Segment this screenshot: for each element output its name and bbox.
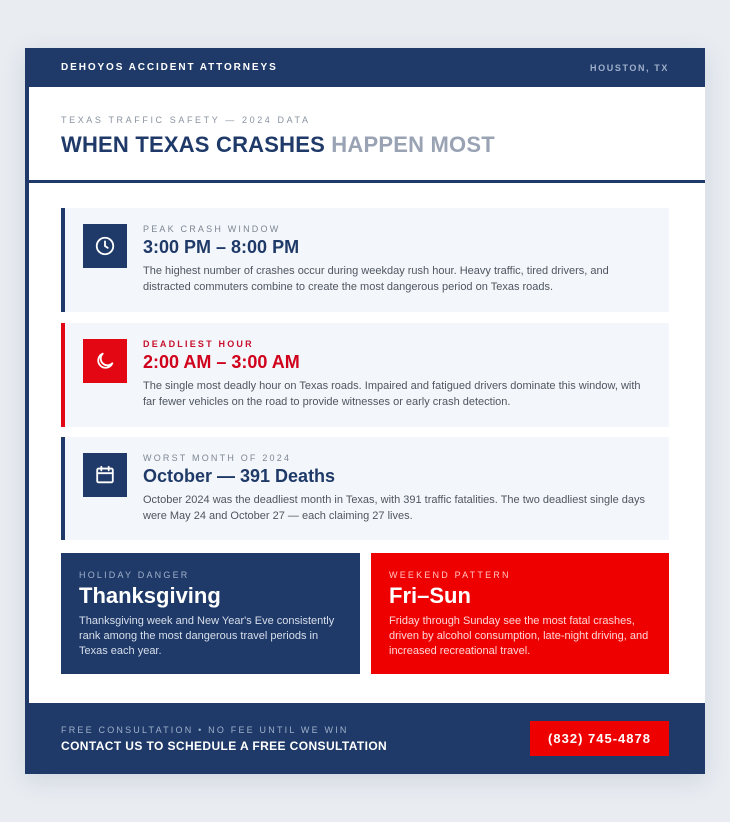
stat-title: October — 391 Deaths	[143, 466, 336, 486]
location-label: HOUSTON, TX	[590, 63, 669, 73]
panel-title: Fri–Sun	[389, 583, 471, 608]
footer-bar	[25, 703, 705, 774]
panel-description: Friday through Sunday see the most fatal crashes, driven by alcohol consumption, late-night driving, and increased recreational travel.	[389, 615, 649, 657]
stat-title: 2:00 AM – 3:00 AM	[143, 352, 300, 372]
stat-description: The highest number of crashes occur during weekday rush hour. Heavy traffic, tired drivers, and distracted commuters combine to create the most dangerous period on Texas roads.	[143, 265, 609, 293]
stat-title: 3:00 PM – 8:00 PM	[143, 237, 300, 257]
phone-button[interactable]: (832) 745-4878	[530, 721, 669, 756]
infographic-card	[25, 48, 705, 774]
panel-label: WEEKEND PATTERN	[389, 570, 511, 580]
stat-item-worst-month	[61, 437, 669, 540]
clock-icon	[83, 224, 127, 268]
header-divider	[25, 180, 705, 183]
page-title	[61, 132, 495, 158]
title-muted: HAPPEN MOST	[331, 132, 495, 157]
stat-label: DEADLIEST HOUR	[143, 339, 254, 349]
stat-label: PEAK CRASH WINDOW	[143, 224, 281, 234]
hero-eyebrow: TEXAS TRAFFIC SAFETY — 2024 DATA	[61, 115, 311, 125]
footer-tagline: FREE CONSULTATION • NO FEE UNTIL WE WIN	[61, 725, 349, 735]
moon-icon	[83, 339, 127, 383]
panel-title: Thanksgiving	[79, 583, 221, 608]
weekend-pattern-panel	[371, 553, 669, 674]
title-main: WHEN TEXAS CRASHES	[61, 132, 325, 157]
brand-name: DEHOYOS ACCIDENT ATTORNEYS	[61, 62, 278, 73]
footer-cta: CONTACT US TO SCHEDULE A FREE CONSULTATION	[61, 739, 388, 753]
stat-description: October 2024 was the deadliest month in Texas, with 391 traffic fatalities. The two deadliest single days were May 24 and October 27 — each claiming 27 lives.	[143, 494, 646, 522]
stat-item-deadliest-hour	[61, 323, 669, 427]
calendar-icon	[83, 453, 127, 497]
stat-label: WORST MONTH OF 2024	[143, 453, 292, 463]
top-bar	[25, 48, 705, 87]
stat-item-peak-window	[61, 208, 669, 312]
holiday-danger-panel	[61, 553, 360, 674]
stat-description: The single most deadly hour on Texas roads. Impaired and fatigued drivers dominate this window, with far fewer vehicles on the road to provide witnesses or early crash detection.	[143, 380, 641, 408]
panel-description: Thanksgiving week and New Year's Eve consistently rank among the most dangerous travel periods in Texas each year.	[79, 615, 335, 657]
panel-label: HOLIDAY DANGER	[79, 570, 190, 580]
